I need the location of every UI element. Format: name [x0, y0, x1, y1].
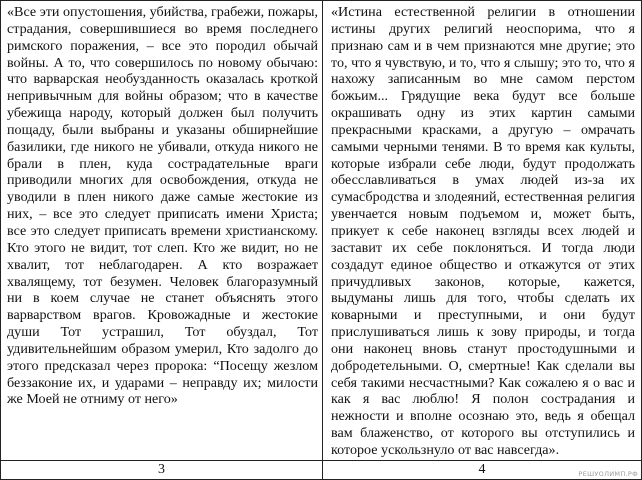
- passage-number-3: 3: [1, 460, 323, 479]
- passage-left-text: «Все эти опустошения, убийства, грабежи, пожары, страдания, совершившиеся во время последнего римского поражения, – все это породил обычай войны. А то, что совершилось по новому обычаю: что варварская необузданность оказалась кроткой непривычным для войны образом; что в качестве убежища народу, который должен был получить пощаду, были выбраны и указаны обширнейшие базилики, где никого не убивали, откуда никого не брали в плен, куда сострадательные враги приводили многих для освобождения, откуда не уводили в плен никого даже самые жестокие из них, – все это следует приписать имени Христа; все это следует приписать времени христианскому. Кто этого не видит, тот слеп. Кто же видит, но не хвалит, тот неблагодарен. А кто возражает хвалящему, тот безумен. Человек благоразумный ни в коем случае не станет объяснять этого варварством врагов. Кровожадные и жестокие души Тот устрашил, Тот обуздал, Тот удивительнейшим образом умерил, Кто задолго до этого предсказал через пророка: “Посещу жезлом беззаконие их, и ударами – неправду их; милости же Моей не отниму от него»: [1, 1, 323, 460]
- site-watermark: РЕШУОЛИМП.РФ: [578, 470, 638, 478]
- passage-right-text: «Истина естественной религии в отношении истины других религий неоспорима, что я признаю сам и в чем признаются мне другие; это то, что я чувствую, и то, что я слышу; это то, что я нахожу записанным во мне самом перстом божьим... Грядущие века будут все больше окрашивать одну из этих картин самыми прекрасными красками, а другую – омрачать самыми черными тенями. В то время как культы, которые избрали себе люди, будут продолжать обесславливаться в умах людей из-за их сумасбродства и злодеяний, естественная религия увенчается новым подъемом и, может быть, прикует к себе наконец взгляды всех людей и заставит их себе поклоняться. И тогда люди создадут единое общество и откажутся от этих причудливых законов, которые, кажется, выдуманы лишь для того, чтобы сделать их коварными и преступными, и они будут прислушиваться лишь к зову природы, и тогда они наконец вновь станут простодушными и добродетельными. О, смертные! Как сделали вы себя такими несчастными? Как сожалею я о вас и как я вас люблю! Я полон сострадания и нежности и вполне осознаю это, ведь я обещал вам блаженство, от которого вы отступились и которое ускользнуло от вас навсегда».: [331, 4, 635, 458]
- passage-number-4: 4: [323, 460, 641, 479]
